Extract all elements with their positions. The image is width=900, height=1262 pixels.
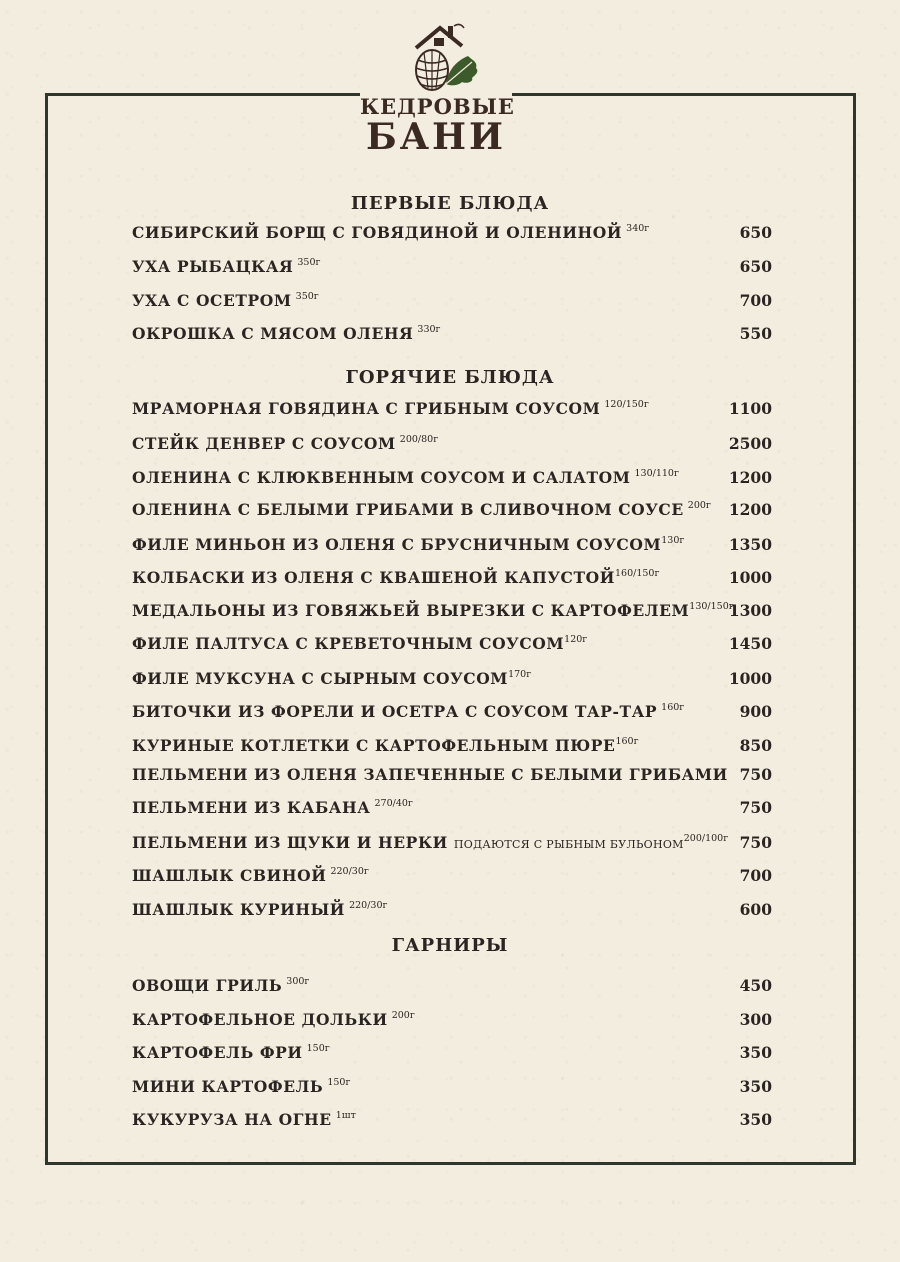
item-price: 1100	[728, 399, 772, 418]
item-name: ФИЛЕ МУКСУНА С СЫРНЫМ СОУСОМ	[132, 669, 509, 688]
item-weight: 270/40г	[374, 798, 413, 809]
item-price: 2500	[728, 434, 772, 453]
item-weight: 200/100г	[683, 833, 729, 844]
menu-item	[132, 1010, 772, 1034]
item-name: ФИЛЕ МИНЬОН ИЗ ОЛЕНЯ С БРУСНИЧНЫМ СОУСОМ	[132, 535, 662, 554]
item-name: ОЛЕНИНА С КЛЮКВЕННЫМ СОУСОМ И САЛАТОМ	[132, 468, 631, 487]
item-price: 650	[739, 257, 772, 276]
item-weight: 220/30г	[349, 900, 388, 911]
item-name: УХА С ОСЕТРОМ	[132, 291, 292, 310]
menu-frame	[45, 93, 856, 1165]
item-name: ПЕЛЬМЕНИ ИЗ ЩУКИ И НЕРКИ	[132, 833, 448, 852]
item-name: ШАШЛЫК СВИНОЙ	[132, 866, 327, 885]
menu-item	[132, 702, 772, 726]
item-name: КАРТОФЕЛЬ ФРИ	[132, 1043, 303, 1062]
item-price: 1200	[728, 468, 772, 487]
item-price: 700	[739, 866, 772, 885]
menu-item	[132, 223, 772, 247]
menu-item	[132, 1043, 772, 1067]
section-title-hot-dishes: ГОРЯЧИЕ БЛЮДА	[345, 367, 555, 388]
menu-item	[132, 765, 772, 789]
menu-item	[132, 535, 772, 559]
item-weight: 150г	[327, 1077, 351, 1088]
item-weight: 160/150г	[614, 568, 660, 579]
item-price: 600	[739, 900, 772, 919]
item-name: МЕДАЛЬОНЫ ИЗ ГОВЯЖЬЕЙ ВЫРЕЗКИ С КАРТОФЕЛЕМ	[132, 601, 690, 620]
item-weight: 160г	[661, 702, 685, 713]
section-title-sides: ГАРНИРЫ	[391, 935, 509, 956]
menu-item	[132, 601, 772, 625]
item-note: ПОДАЮТСЯ С РЫБНЫМ БУЛЬОНОМ	[453, 838, 684, 851]
brand-line1: КЕДРОВЫЕ	[360, 94, 515, 119]
item-weight: 130/110г	[634, 468, 679, 479]
item-price: 300	[739, 1010, 772, 1029]
menu-item	[132, 833, 772, 857]
item-weight: 200/80г	[399, 434, 439, 445]
item-name: ОКРОШКА С МЯСОМ ОЛЕНЯ	[132, 324, 414, 343]
item-price: 1350	[728, 535, 772, 554]
item-price: 750	[739, 833, 772, 852]
item-weight: 350г	[295, 291, 319, 302]
item-name: ОЛЕНИНА С БЕЛЫМИ ГРИБАМИ В СЛИВОЧНОМ СОУСЕ	[132, 500, 684, 519]
menu-item	[132, 1110, 772, 1134]
menu-item	[132, 324, 772, 348]
item-price: 550	[739, 324, 772, 343]
item-weight: 1шт	[335, 1110, 356, 1121]
item-weight: 130г	[661, 535, 685, 546]
item-weight: 330г	[417, 324, 441, 335]
brand-logo	[360, 22, 515, 162]
item-price: 1000	[728, 568, 772, 587]
item-weight: 120г	[564, 634, 588, 645]
item-price: 850	[739, 736, 772, 755]
item-name: УХА РЫБАЦКАЯ	[132, 257, 294, 276]
item-price: 650	[739, 223, 772, 242]
menu-item	[132, 257, 772, 281]
menu-item	[132, 399, 772, 423]
item-weight: 350г	[297, 257, 321, 268]
item-price: 1000	[728, 669, 772, 688]
item-name: СТЕЙК ДЕНВЕР С СОУСОМ	[132, 434, 396, 453]
item-name: ПЕЛЬМЕНИ ИЗ КАБАНА	[132, 798, 371, 817]
menu-item	[132, 976, 772, 1000]
menu-item	[132, 634, 772, 658]
item-name: КАРТОФЕЛЬНОЕ ДОЛЬКИ	[132, 1010, 388, 1029]
item-price: 350	[739, 1043, 772, 1062]
item-name: СИБИРСКИЙ БОРЩ С ГОВЯДИНОЙ И ОЛЕНИНОЙ	[132, 223, 623, 242]
item-weight: 340г	[626, 223, 650, 234]
item-weight: 200г	[687, 500, 711, 511]
item-price: 750	[739, 798, 772, 817]
item-price: 350	[739, 1077, 772, 1096]
menu-item	[132, 468, 772, 492]
brand-line2: БАНИ	[365, 116, 507, 158]
item-price: 350	[739, 1110, 772, 1129]
menu-item	[132, 900, 772, 924]
menu-item	[132, 1077, 772, 1101]
item-weight: 150г	[306, 1043, 330, 1054]
item-price: 750	[739, 765, 772, 784]
item-price: 1450	[728, 634, 772, 653]
item-price: 700	[739, 291, 772, 310]
item-name: МРАМОРНАЯ ГОВЯДИНА С ГРИБНЫМ СОУСОМ	[132, 399, 601, 418]
item-weight: 130/150г	[689, 601, 734, 612]
item-name: КУКУРУЗА НА ОГНЕ	[132, 1110, 332, 1129]
menu-item	[132, 736, 772, 760]
item-price: 900	[739, 702, 772, 721]
item-price: 1200	[728, 500, 772, 519]
item-weight: 170г	[508, 669, 532, 680]
item-price: 450	[739, 976, 772, 995]
menu-item	[132, 866, 772, 890]
item-weight: 300г	[286, 976, 310, 987]
section-title-first-courses: ПЕРВЫЕ БЛЮДА	[350, 193, 550, 214]
item-name: ОВОЩИ ГРИЛЬ	[132, 976, 283, 995]
item-name: КУРИНЫЕ КОТЛЕТКИ С КАРТОФЕЛЬНЫМ ПЮРЕ	[132, 736, 616, 755]
item-weight: 220/30г	[330, 866, 369, 877]
item-name: ШАШЛЫК КУРИНЫЙ	[132, 900, 346, 919]
item-name: КОЛБАСКИ ИЗ ОЛЕНЯ С КВАШЕНОЙ КАПУСТОЙ	[132, 568, 615, 587]
menu-item	[132, 669, 772, 693]
item-weight: 160г	[615, 736, 639, 747]
menu-item	[132, 798, 772, 822]
cone-house-leaf-icon	[388, 22, 484, 94]
item-weight: 200г	[391, 1010, 415, 1021]
item-weight: 120/150г	[604, 399, 649, 410]
menu-item	[132, 500, 772, 524]
item-name: ФИЛЕ ПАЛТУСА С КРЕВЕТОЧНЫМ СОУСОМ	[132, 634, 565, 653]
item-price: 1300	[728, 601, 772, 620]
item-name: ПЕЛЬМЕНИ ИЗ ОЛЕНЯ ЗАПЕЧЕННЫЕ С БЕЛЫМИ ГРИБАМИ	[132, 765, 728, 784]
menu-item	[132, 291, 772, 315]
item-name: БИТОЧКИ ИЗ ФОРЕЛИ И ОСЕТРА С СОУСОМ ТАР-ТАР	[132, 702, 658, 721]
menu-item	[132, 434, 772, 458]
item-name: МИНИ КАРТОФЕЛЬ	[132, 1077, 324, 1096]
menu-item	[132, 568, 772, 592]
